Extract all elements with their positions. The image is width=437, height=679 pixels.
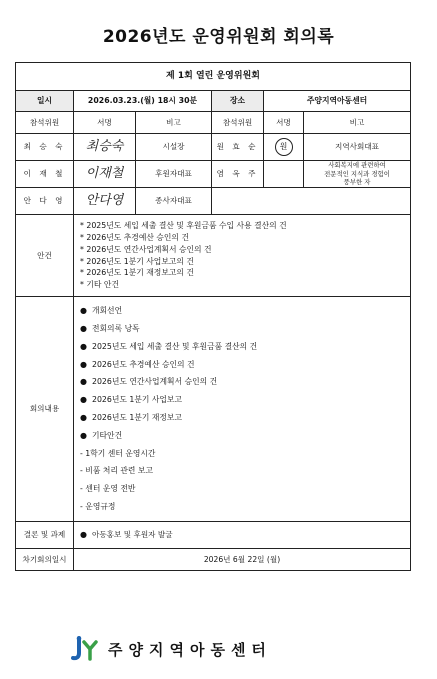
next-meeting-value: 2026년 6월 22일 (월) xyxy=(74,549,411,571)
agenda-item: * 기타 안건 xyxy=(80,280,119,290)
signature-header-right: 서명 xyxy=(264,112,304,134)
content-item: ● 개회선언 xyxy=(80,302,404,320)
agenda-list xyxy=(74,215,411,297)
attendee-row xyxy=(16,161,411,188)
meeting-title: 제 1회 열린 운영위원회 xyxy=(16,63,411,91)
member-signature xyxy=(264,134,304,161)
member-name: 이 재 철 xyxy=(16,161,74,188)
note-line: 전문적인 지식과 경험이 xyxy=(324,169,390,178)
agenda-row xyxy=(16,215,411,297)
result-label: 결론 및 과제 xyxy=(16,522,74,549)
result-value: ● 아동홍보 및 후원자 발굴 xyxy=(80,530,173,539)
content-item: ● 2025년도 세입 세출 결산 및 후원금품 결산의 건 xyxy=(80,338,404,356)
content-list xyxy=(74,297,411,522)
content-subitem: - 센터 운영 전반 xyxy=(80,484,136,494)
footer xyxy=(70,634,272,664)
agenda-item: * 2026년도 연간사업계획서 승인의 건 xyxy=(80,244,212,254)
attendee-header-row xyxy=(16,112,411,134)
meeting-title-row xyxy=(16,63,411,91)
note-line: 사회복지에 관련하여 xyxy=(328,161,386,170)
content-item: ● 2026년도 연간사업계획서 승인의 건 xyxy=(80,373,404,391)
note-line: 풍부한 자 xyxy=(343,178,371,187)
content-item: ● 기타안건 xyxy=(80,427,404,445)
document-title: 2026년도 운영위원회 회의록 xyxy=(102,27,335,47)
content-subitem: - 1학기 센터 운영시간 xyxy=(80,448,156,458)
content-label: 회의내용 xyxy=(16,297,74,522)
empty-cell xyxy=(212,188,411,215)
member-name: 염 옥 주 xyxy=(212,161,264,188)
result-cell xyxy=(74,522,411,549)
info-row xyxy=(16,91,411,112)
attendee-row xyxy=(16,134,411,161)
place-value: 주양지역아동센터 xyxy=(264,91,411,112)
member-signature: 안다영 xyxy=(74,188,136,215)
content-subitem: - 비품 처리 관련 보고 xyxy=(80,466,153,476)
agenda-item: * 2026년도 1분기 사업보고의 건 xyxy=(80,256,194,266)
agenda-item: * 2025년도 세입 세출 결산 및 후원금품 수입 사용 결산의 건 xyxy=(80,220,287,230)
date-value: 2026.03.23.(월) 18시 30분 xyxy=(74,91,212,112)
member-header-right: 참석위원 xyxy=(212,112,264,134)
content-row xyxy=(16,297,411,522)
attendee-row xyxy=(16,188,411,215)
member-name: 안 다 영 xyxy=(16,188,74,215)
agenda-item: * 2026년도 추경예산 승인의 건 xyxy=(80,232,189,242)
content-item: ● 전회의록 낭독 xyxy=(80,320,404,338)
member-name: 원 효 순 xyxy=(212,134,264,161)
note-header-left: 비고 xyxy=(136,112,212,134)
agenda-label: 안건 xyxy=(16,215,74,297)
place-label: 장소 xyxy=(212,91,264,112)
next-meeting-row xyxy=(16,549,411,571)
member-signature xyxy=(264,161,304,188)
next-meeting-label: 차기회의일시 xyxy=(16,549,74,571)
date-label: 일시 xyxy=(16,91,74,112)
organization-logo-icon xyxy=(70,636,100,662)
member-note: 시설장 xyxy=(136,134,212,161)
member-name: 최 승 숙 xyxy=(16,134,74,161)
agenda-item: * 2026년도 1분기 재정보고의 건 xyxy=(80,268,194,278)
member-header-left: 참석위원 xyxy=(16,112,74,134)
member-note xyxy=(304,161,411,188)
result-row xyxy=(16,522,411,549)
content-item: ● 2026년도 추경예산 승인의 건 xyxy=(80,356,404,374)
member-note: 후원자대표 xyxy=(136,161,212,188)
content-item: ● 2026년도 1분기 재정보고 xyxy=(80,409,404,427)
member-signature: 이재철 xyxy=(74,161,136,188)
member-note: 지역사회대표 xyxy=(304,134,411,161)
signature-header-left: 서명 xyxy=(74,112,136,134)
note-header-right: 비고 xyxy=(304,112,411,134)
seal-stamp: 원 xyxy=(275,138,293,156)
organization-name: 주양지역아동센터 xyxy=(108,640,272,659)
member-signature: 최승숙 xyxy=(74,134,136,161)
member-note: 종사자대표 xyxy=(136,188,212,215)
minutes-table xyxy=(15,62,411,571)
content-subitem: - 운영규정 xyxy=(80,501,116,511)
content-item: ● 2026년도 1분기 사업보고 xyxy=(80,391,404,409)
